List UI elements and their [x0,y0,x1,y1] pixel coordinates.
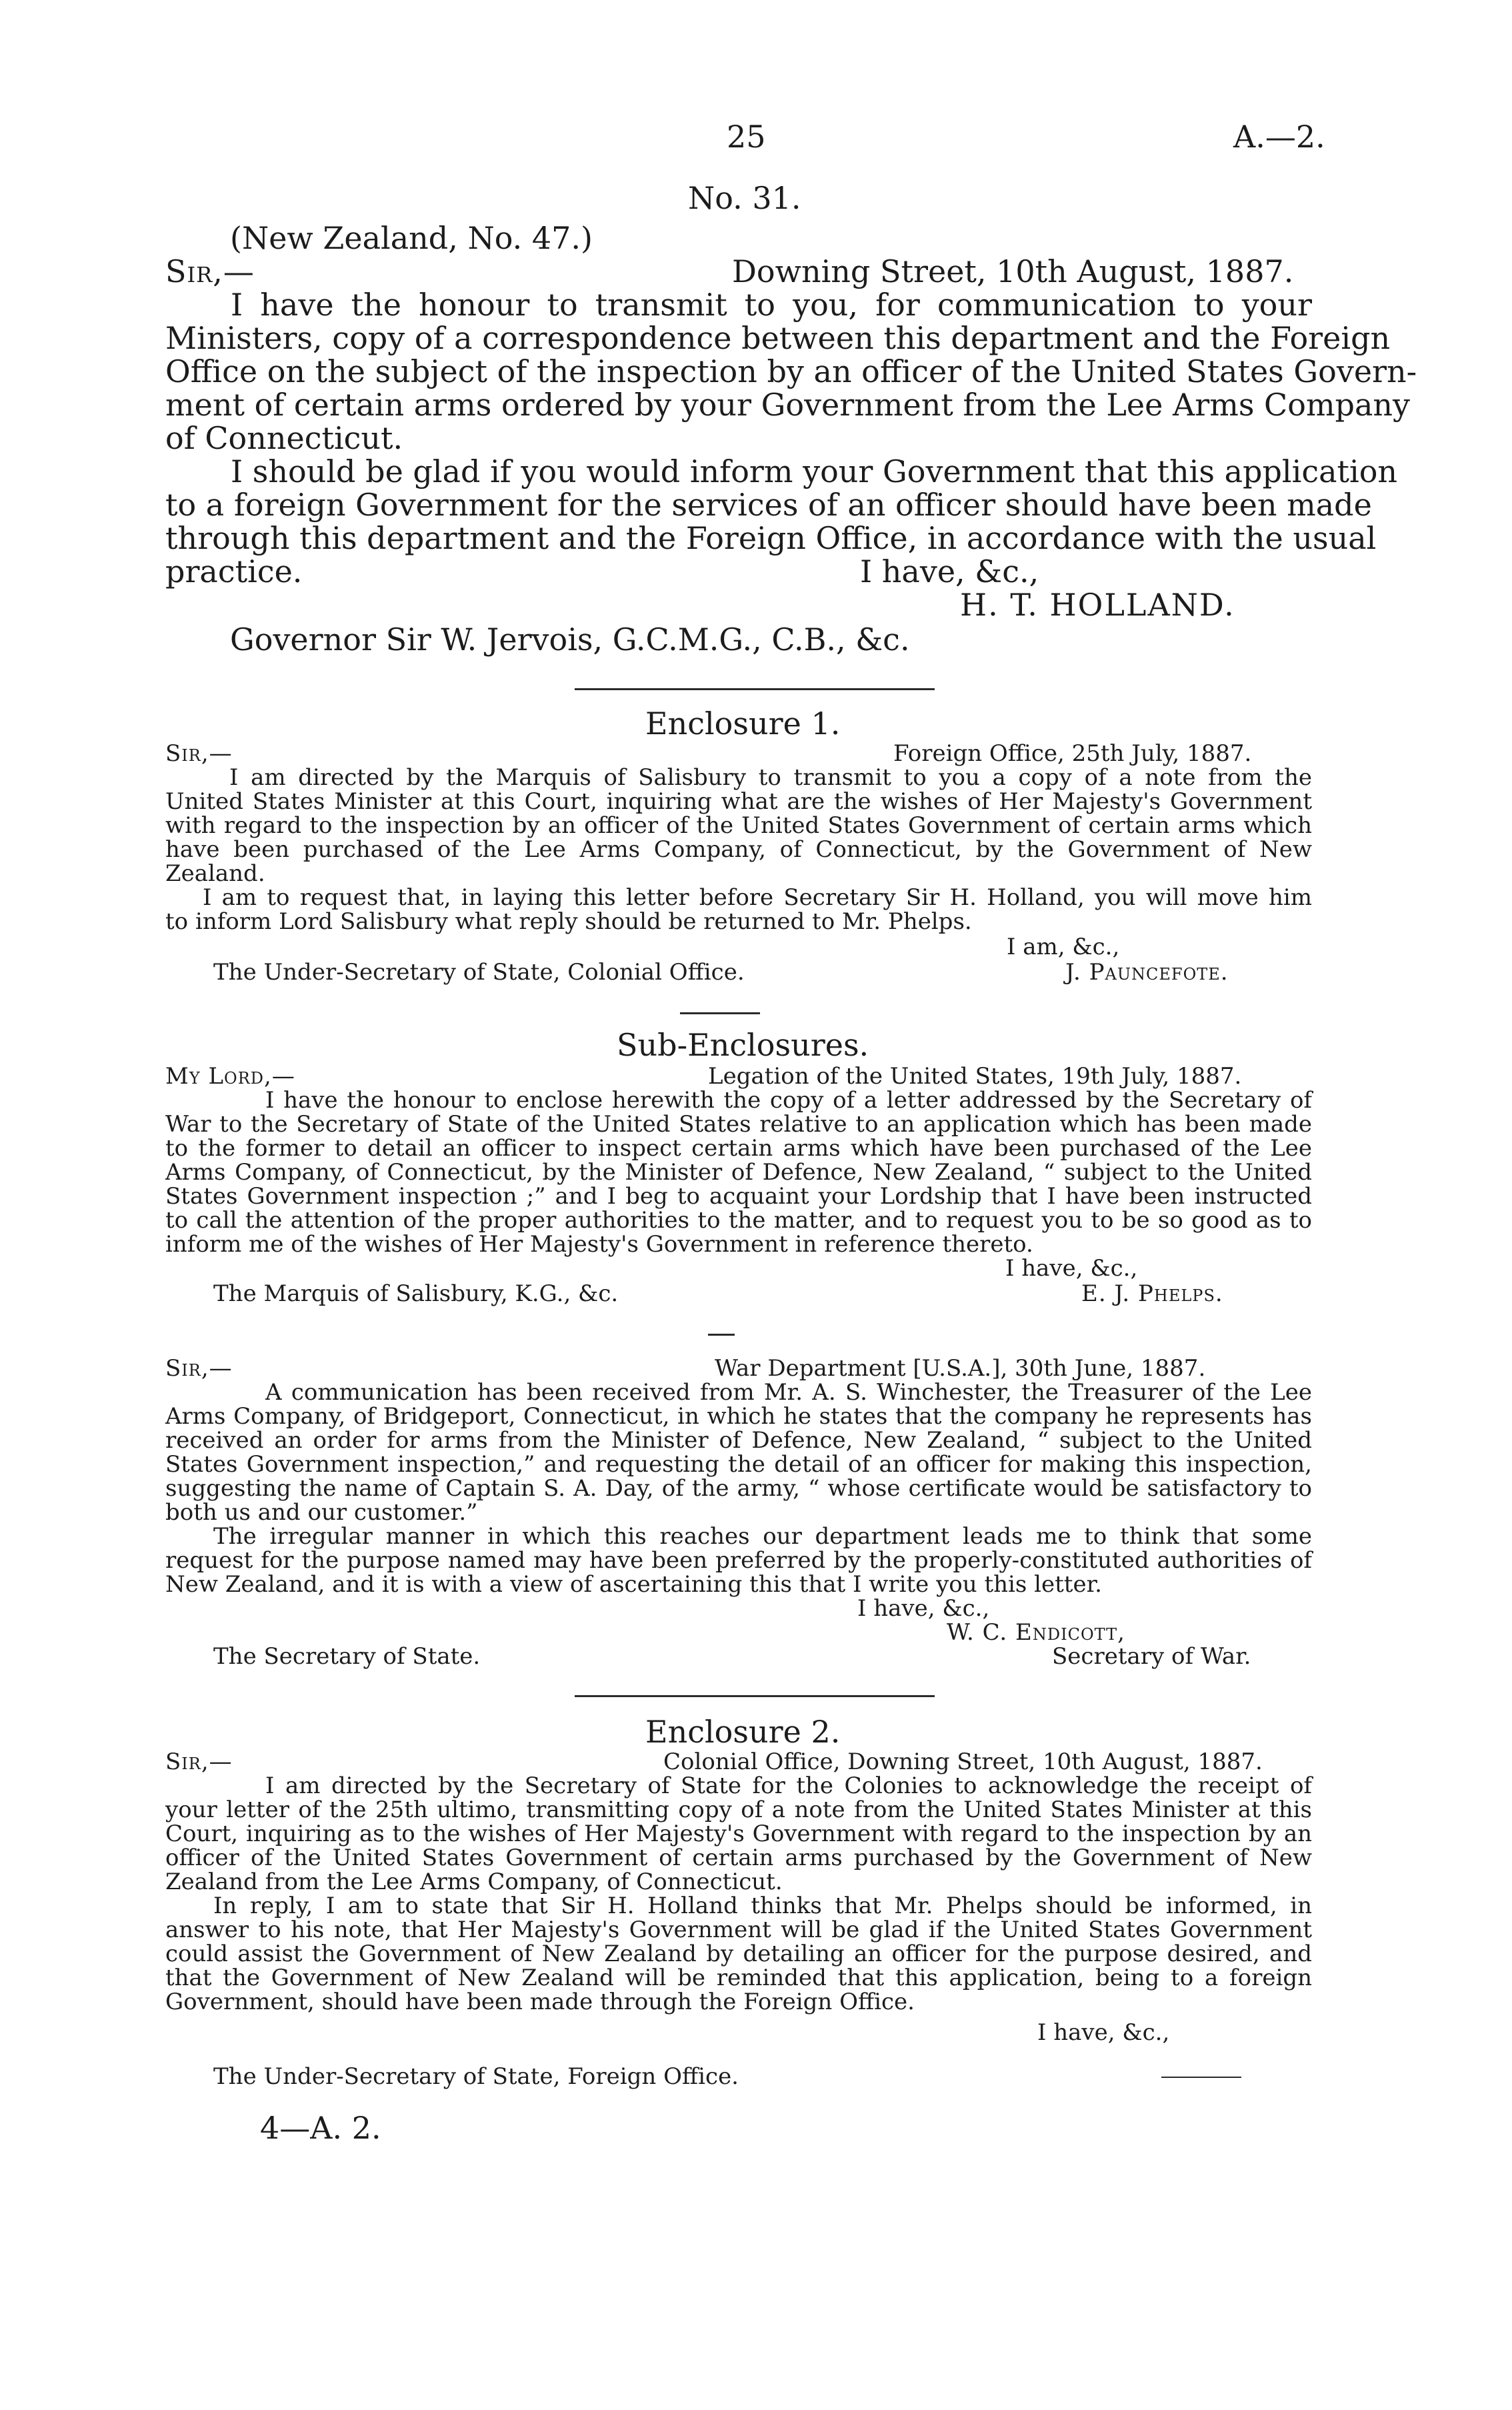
closing: I have, &c., [857,1595,990,1622]
paragraph-line: A communication has been received from Mr. A. S. Winchester, the Treasurer of the Lee [265,1379,1312,1406]
closing: I have, &c., [860,553,1039,589]
closing: I have, &c., [1037,2019,1170,2046]
paragraph-line: with regard to the inspection by an officer of the United States Government of certain arms which [165,812,1312,839]
place-date: War Department [U.S.A.], 30th June, 1887. [715,1355,1206,1382]
paragraph-line: States Government inspection,” and requesting the detail of an officer for making this inspection, [165,1451,1312,1478]
letter-number: No. 31. [688,180,801,216]
paragraph-line: through this department and the Foreign Office, in accordance with the usual [165,520,1377,556]
enclosure-heading: Enclosure 1. [645,706,841,742]
sub-enclosures-heading: Sub-Enclosures. [617,1027,869,1063]
section-divider [680,1012,760,1014]
salutation: Sir,— [165,1748,233,1775]
paragraph-line: ment of certain arms ordered by your Government from the Lee Arms Company [165,387,1411,423]
signatory-title: Secretary of War. [1052,1643,1251,1670]
addressee: The Under-Secretary of State, Colonial Office. [213,959,745,986]
despatch-reference: (New Zealand, No. 47.) [230,220,593,256]
salutation: My Lord,— [165,1063,295,1090]
paragraph-line: I have the honour to enclose herewith the copy of a letter addressed by the Secretary of [265,1087,1312,1114]
salutation: Sir,— [165,253,255,289]
paragraph-line: Arms Company, of Bridgeport, Connecticut, in which he states that the company he represents has [165,1403,1312,1430]
paragraph-line: Government, should have been made through the Foreign Office. [165,1989,915,2015]
page-number: 25 [727,119,766,155]
paragraph-line: Zealand. [165,860,265,887]
signature-line [1161,2077,1241,2078]
paragraph-line: War to the Secretary of State of the United States relative to an application which has been made [165,1111,1312,1138]
paragraph-line: answer to his note, that Her Majesty's Government will be glad if the United States Government [165,1917,1312,1943]
paragraph-line: New Zealand, and it is with a view of ascertaining this that I write you this letter. [165,1571,1102,1598]
paragraph-line: Zealand from the Lee Arms Company, of Connecticut. [165,1869,783,1895]
paragraph-line: In reply, I am to state that Sir H. Holland thinks that Mr. Phelps should be informed, in [213,1893,1312,1919]
signature: J. Pauncefote. [1065,959,1229,986]
paragraph-line: I am directed by the Secretary of State for the Colonies to acknowledge the receipt of [265,1772,1312,1799]
paragraph-line: that the Government of New Zealand will be reminded that this application, being to a foreign [165,1965,1312,1991]
paragraph-line: your letter of the 25th ultimo, transmitting copy of a note from the United States Minister at this [165,1796,1312,1823]
section-divider [575,688,935,690]
paragraph-line: both us and our customer.” [165,1499,478,1526]
paragraph-line: could assist the Government of New Zealand by detailing an officer for the purpose desired, and [165,1941,1312,1967]
paragraph-line: received an order for arms from the Minister of Defence, New Zealand, “ subject to the United [165,1427,1312,1454]
paragraph-line: Arms Company, of Connecticut, by the Minister of Defence, New Zealand, “ subject to the United [165,1159,1312,1186]
addressee: The Under-Secretary of State, Foreign Office. [213,2063,739,2090]
addressee: Governor Sir W. Jervois, G.C.M.G., C.B., &c. [230,622,910,658]
signature-mark: 4—A. 2. [260,2110,381,2146]
place-date: Downing Street, 10th August, 1887. [732,253,1294,289]
salutation: Sir,— [165,740,233,767]
paragraph-line: officer of the United States Government of certain arms purchased by the Government of New [165,1845,1312,1871]
paragraph-line: I should be glad if you would inform your Government that this application [231,453,1398,489]
place-date: Foreign Office, 25th July, 1887. [893,740,1252,767]
paragraph-line: I have the honour to transmit to you, for communication to your [231,287,1312,323]
enclosure-heading: Enclosure 2. [645,1714,841,1750]
place-date: Legation of the United States, 19th July, 1887. [708,1063,1242,1090]
paragraph-line: I am to request that, in laying this letter before Secretary Sir H. Holland, you will move him [203,884,1312,911]
paragraph-line: I am directed by the Marquis of Salisbury to transmit to you a copy of a note from the [229,764,1312,791]
addressee: The Secretary of State. [213,1643,481,1670]
closing: I have, &c., [1005,1255,1138,1282]
paragraph-line: request for the purpose named may have been preferred by the properly-constituted authorities of [165,1547,1312,1574]
paragraph-line: to the former to detail an officer to inspect certain arms which have been purchased of the Lee [165,1135,1312,1162]
signature: H. T. HOLLAND. [960,587,1235,623]
paragraph-line: States Government inspection ;” and I beg to acquaint your Lordship that I have been instructed [165,1183,1312,1210]
document-reference: A.—2. [1233,119,1325,155]
paragraph-line: practice. [165,553,303,589]
addressee: The Marquis of Salisbury, K.G., &c. [213,1280,619,1307]
paragraph-line: United States Minister at this Court, inquiring what are the wishes of Her Majesty's Government [165,788,1312,815]
section-divider [708,1334,735,1336]
salutation: Sir,— [165,1355,233,1382]
paragraph-line: suggesting the name of Captain S. A. Day, of the army, “ whose certificate would be satisfactory to [165,1475,1312,1502]
section-divider [575,1695,935,1697]
closing: I am, &c., [1007,934,1120,960]
paragraph-line: to call the attention of the proper authorities to the matter, and to request you to be so good as to [165,1207,1312,1234]
signature: W. C. Endicott, [947,1619,1125,1646]
paragraph-line: Ministers, copy of a correspondence between this department and the Foreign [165,320,1391,356]
paragraph-line: Office on the subject of the inspection by an officer of the United States Govern- [165,353,1417,389]
place-date: Colonial Office, Downing Street, 10th August, 1887. [663,1748,1263,1775]
paragraph-line: The irregular manner in which this reaches our department leads me to think that some [213,1523,1312,1550]
signature: E. J. Phelps. [1081,1280,1223,1307]
paragraph-line: Court, inquiring as to the wishes of Her Majesty's Government with regard to the inspection by an [165,1821,1312,1847]
paragraph-line: to a foreign Government for the services of an officer should have been made [165,487,1372,523]
paragraph-line: of Connecticut. [165,420,403,456]
paragraph-line: have been purchased of the Lee Arms Company, of Connecticut, by the Government of New [165,836,1312,863]
paragraph-line: inform me of the wishes of Her Majesty's Government in reference thereto. [165,1231,1033,1258]
paragraph-line: to inform Lord Salisbury what reply should be returned to Mr. Phelps. [165,908,972,935]
